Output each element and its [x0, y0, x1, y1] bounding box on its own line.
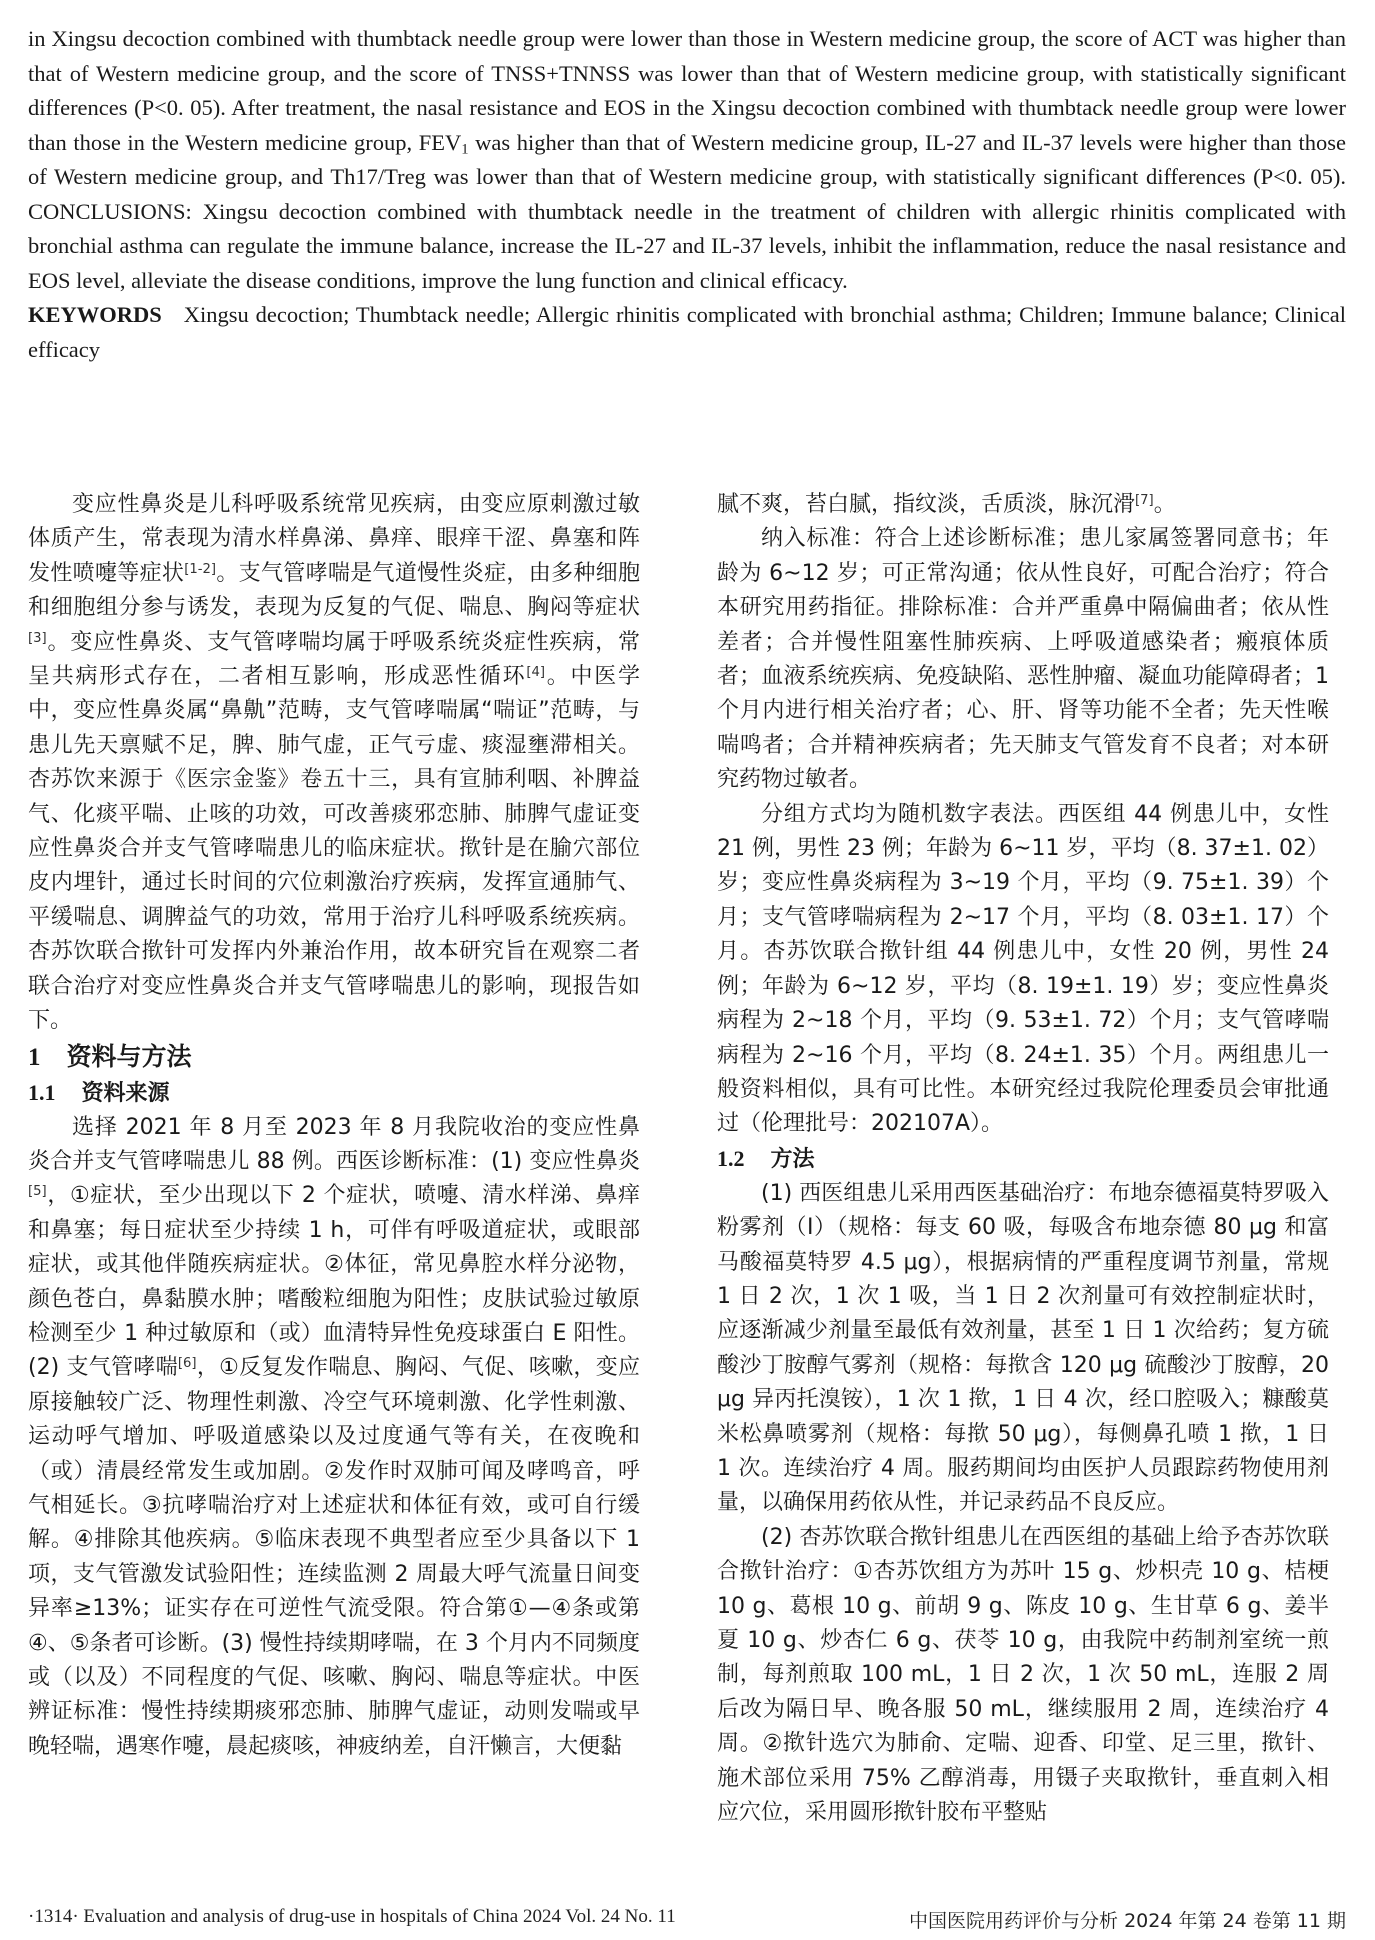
method-paragraph-1: (1) 西医组患儿采用西医基础治疗：布地奈德福莫特罗吸入粉雾剂（Ⅰ）（规格：每支 60 吸，每吸含布地奈德 80 μg 和富马酸福莫特罗 4.5 μg），根据病情的严重程度调节剂量，常规 1 日 2 次，1 次 1 吸，当 1 日 2 次剂量可有效控制症状时，应逐渐减少剂量至最低有效剂量，甚至 1 日 1 次给药；复方硫酸沙丁胺醇气雾剂（规格：每揿含 120 μg 硫酸沙丁胺醇，20 μg 异丙托溴铵），1 次 1 揿，1 日 4 次，经口腔吸入；糠酸莫米松鼻喷雾剂（规格：每揿 50 μg），每侧鼻孔喷 1 揿，1 日 1 次。连续治疗 4 周。服药期间均由医护人员跟踪药物使用剂量，以确保用药依从性，并记录药品不良反应。 [717, 1180, 1329, 1516]
keywords-paragraph [28, 298, 1346, 367]
keywords-label: KEYWORDS [28, 302, 162, 327]
section-title: 方法 [770, 1146, 815, 1172]
source-paragraph [28, 1111, 640, 1765]
source-text-2: ，①症状，至少出现以下 2 个症状，喷嚏、清水样涕、鼻痒和鼻塞；每日症状至少持续 1 h，可伴有呼吸道症状，或眼部症状，或其他伴随疾病症状。②体征，常见鼻腔水样分泌物，颜色苍白，鼻黏膜水肿；嗜酸粒细胞为阳性；皮肤试验过敏原检测至少 1 种过敏原和（或）血清特异性免疫球蛋白 E 阳性。(2) 支气管哮喘 [28, 1183, 640, 1381]
fev-subscript: 1 [461, 141, 469, 158]
section-heading-1 [28, 1039, 640, 1076]
citation-1-2[interactable]: [1-2] [184, 561, 217, 577]
abstract-conclusions-text: was higher than that of Western medicine group, IL-27 and IL-37 levels were higher than those of Western medicine group, and Th17/Treg was lower than that of Western medicine group, with statistically significant differences (P<0. 05). CONCLUSIONS: Xingsu decoction combined with thumbtack needle in the treatment of children with allergic rhinitis complicated with bronchial asthma can regulate the immune balance, increase the IL-27 and IL-37 levels, inhibit the inflammation, reduce the nasal resistance and EOS level, alleviate the disease conditions, improve the lung function and clinical efficacy. [28, 129, 1346, 293]
intro-paragraph [28, 488, 640, 1039]
citation-7[interactable]: [7] [1135, 492, 1154, 508]
section-number: 1.1 [28, 1079, 56, 1105]
citation-6[interactable]: [6] [177, 1356, 197, 1372]
intro-text-4: 。中医学中，变应性鼻炎属“鼻鼽”范畴，支气管哮喘属“喘证”范畴，与患儿先天禀赋不足，脾、肺气虚，正气亏虚、痰湿壅滞相关。杏苏饮来源于《医宗金鉴》卷五十三，具有宣肺利咽、补脾益气、化痰平喘、止咳的功效，可改善痰邪恋肺、肺脾气虚证变应性鼻炎合并支气管哮喘患儿的临床症状。揿针是在腧穴部位皮内埋针，通过长时间的穴位刺激治疗疾病，发挥宣通肺气、平缓喘息、调脾益气的功效，常用于治疗儿科呼吸系统疾病。杏苏饮联合揿针可发挥内外兼治作用，故本研究旨在观察二者联合治疗对变应性鼻炎合并支气管哮喘患儿的影响，现报告如下。 [28, 664, 640, 1034]
citation-3[interactable]: [3] [28, 630, 47, 646]
grouping-paragraph: 分组方式均为随机数字表法。西医组 44 例患儿中，女性 21 例，男性 23 例；年龄为 6~11 岁，平均（8. 37±1. 02）岁；变应性鼻炎病程为 3~19 个月，平均（9. 75±1. 39）个月；支气管哮喘病程为 2~17 个月，平均（8. 03±1. 17）个月。杏苏饮联合揿针组 44 例患儿中，女性 20 例，男性 24 例；年龄为 6~12 岁，平均（8. 19±1. 19）岁；变应性鼻炎病程为 2~18 个月，平均（9. 53±1. 72）个月；支气管哮喘病程为 2~16 个月，平均（8. 24±1. 35）个月。两组患儿一般资料相似，具有可比性。本研究经过我院伦理委员会审批通过（伦理批号：202107A）。 [717, 801, 1329, 1137]
left-column [28, 488, 640, 1764]
right-column [717, 488, 1329, 1830]
tcm-end: 。 [1153, 492, 1176, 517]
section-number: 1 [28, 1043, 41, 1071]
abstract-section [28, 22, 1346, 367]
section-heading-1-2 [717, 1142, 1329, 1177]
section-title: 资料来源 [81, 1080, 170, 1106]
criteria-paragraph: 纳入标准：符合上述诊断标准；患儿家属签署同意书；年龄为 6~12 岁；可正常沟通；依从性良好，可配合治疗；符合本研究用药指征。排除标准：合并严重鼻中隔偏曲者；依从性差者；合并慢性阻塞性肺疾病、上呼吸道感染者；瘢痕体质者；血液系统疾病、免疫缺陷、恶性肿瘤、凝血功能障碍者；1 个月内进行相关治疗者；心、肝、肾等功能不全者；先天性喉喘鸣者；合并精神疾病者；先天肺支气管发育不良者；对本研究药物过敏者。 [717, 526, 1329, 793]
source-text-1: 选择 2021 年 8 月至 2023 年 8 月我院收治的变应性鼻炎合并支气管哮喘患儿 88 例。西医诊断标准：(1) 变应性鼻炎 [28, 1114, 640, 1174]
page-footer [28, 1906, 1346, 1933]
citation-4[interactable]: [4] [526, 664, 546, 680]
method-paragraph-2: (2) 杏苏饮联合揿针组患儿在西医组的基础上给予杏苏饮联合揿针治疗：①杏苏饮组方为苏叶 15 g、炒枳壳 10 g、桔梗 10 g、葛根 10 g、前胡 9 g、陈皮 10 g、生甘草 6 g、姜半夏 10 g、炒杏仁 6 g、茯苓 10 g，由我院中药制剂室统一煎制，每剂煎取 100 mL，1 日 2 次，1 次 50 mL，连服 2 周后改为隔日早、晚各服 50 mL，继续服用 2 周，连续治疗 4 周。②揿针选穴为肺俞、定喘、迎香、印堂、足三里，揿针、施术部位采用 75% 乙醇消毒，用镊子夹取揿针，垂直刺入相应穴位，采用圆形揿针胶布平整贴 [717, 1524, 1329, 1826]
abstract-results-paragraph [28, 22, 1346, 298]
section-title: 资料与方法 [66, 1041, 192, 1071]
section-number: 1.2 [717, 1145, 745, 1171]
citation-5[interactable]: [5] [28, 1184, 47, 1200]
intro-text-1: 变应性鼻炎是儿科呼吸系统常见疾病，由变应原刺激过敏体质产生，常表现为清水样鼻涕、鼻痒、眼痒干涩、鼻塞和阵发性喷嚏等症状 [28, 492, 640, 586]
footer-journal-chinese: 中国医院用药评价与分析 2024 年第 24 卷第 11 期 [909, 1910, 1346, 1932]
section-heading-1-1 [28, 1076, 640, 1111]
abstract-results-text: in Xingsu decoction combined with thumbtack needle group were lower than those in Western medicine group, the score of ACT was higher than that of Western medicine group, and the score of TNSS+TNNSS was lower than that of Western medicine group, with statistically significant differences (P<0. 05). After treatment, the nasal resistance and EOS in the Xingsu decoction combined with thumbtack needle group were lower than those in the Western medicine group, FEV [28, 26, 1346, 155]
footer-journal-english: ·1314· Evaluation and analysis of drug-use in hospitals of China 2024 Vol. 24 No. 11 [28, 1906, 676, 1927]
keywords-text: Xingsu decoction; Thumbtack needle; Allergic rhinitis complicated with bronchial asthma; Children; Immune balance; Clinical efficacy [28, 302, 1346, 362]
intro-text-3: 。变应性鼻炎、支气管哮喘均属于呼吸系统炎症性疾病，常呈共病形式存在，二者相互影响，形成恶性循环 [28, 629, 640, 690]
intro-text-2: 。支气管哮喘是气道慢性炎症，由多种细胞和细胞组分参与诱发，表现为反复的气促、喘息、胸闷等症状 [28, 560, 640, 621]
tcm-text: 腻不爽，苔白腻，指纹淡，舌质淡，脉沉滑 [717, 492, 1136, 517]
source-text-3: ，①反复发作喘息、胸闷、气促、咳嗽，变应原接触较广泛、物理性刺激、冷空气环境刺激、化学性刺激、运动呼气增加、呼吸道感染以及过度通气等有关，在夜晚和（或）清晨经常发生或加剧。②发作时双肺可闻及哮鸣音，呼气相延长。③抗哮喘治疗对上述症状和体征有效，或可自行缓解。④排除其他疾病。⑤临床表现不典型者应至少具备以下 1 项，支气管激发试验阳性；连续监测 2 周最大呼气流量日间变异率≥13%；证实存在可逆性气流受限。符合第①—④条或第④、⑤条者可诊断。(3) 慢性持续期哮喘，在 3 个月内不同频度或（以及）不同程度的气促、咳嗽、胸闷、喘息等症状。中医辨证标准：慢性持续期痰邪恋肺、肺脾气虚证，动则发喘或早晚轻喘，遇寒作嚏，晨起痰咳，神疲纳差，自汗懒言，大便黏 [28, 1355, 640, 1759]
tcm-continuation [717, 488, 1329, 522]
